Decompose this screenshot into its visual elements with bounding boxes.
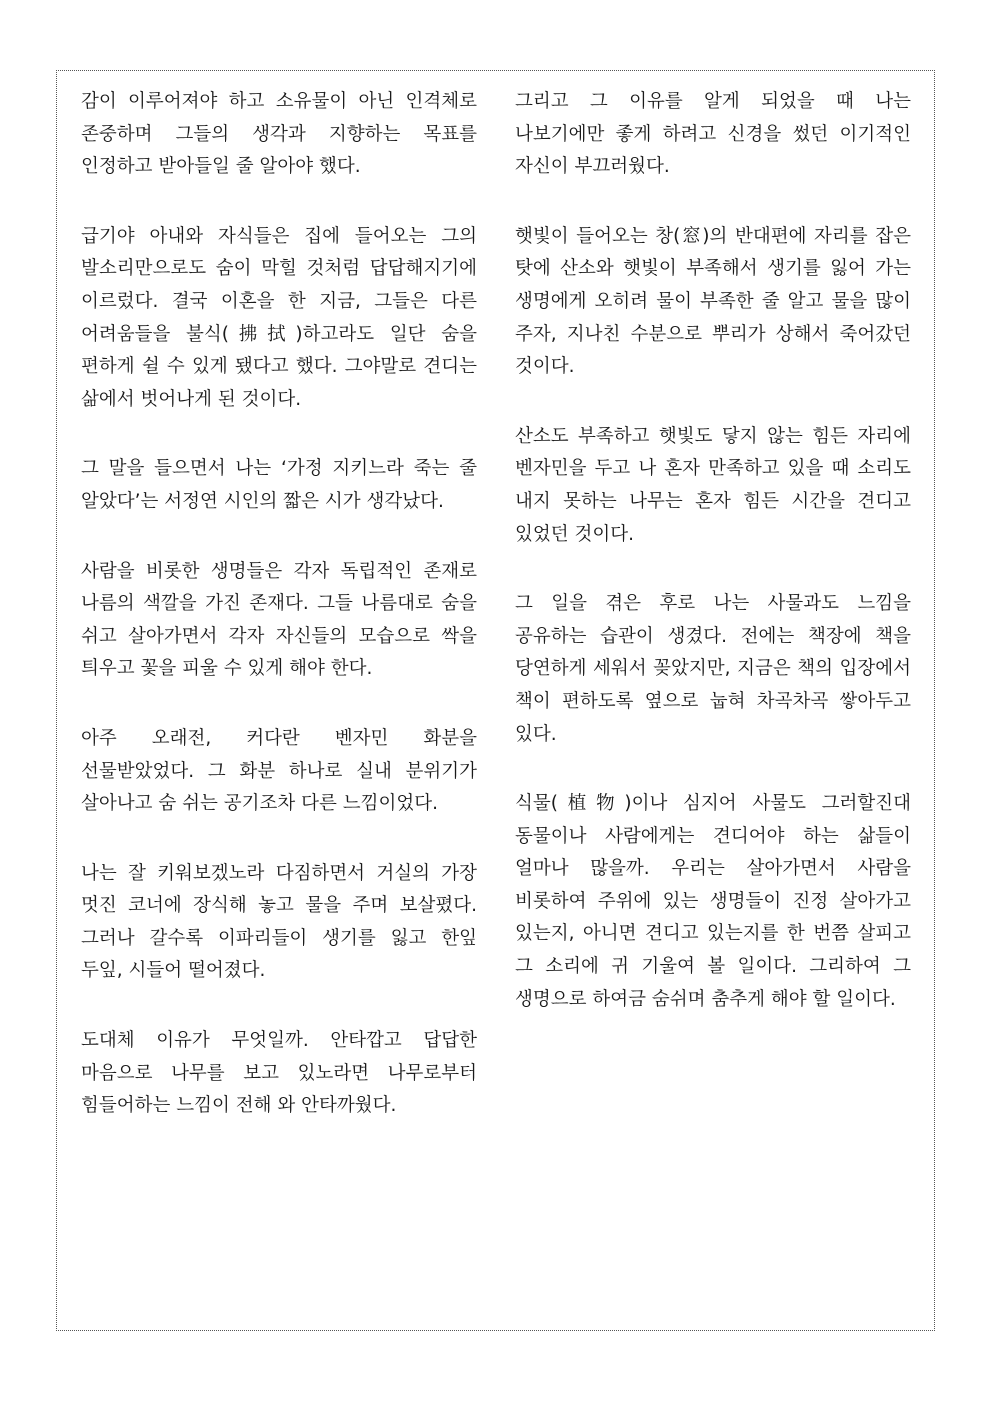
paragraph: 그 일을 겪은 후로 나는 사물과도 느낌을 공유하는 습관이 생겼다. 전에는 책장에 책을 당연하게 세워서 꽂았지만, 지금은 책의 입장에서 책이 편하도록 옆으로 눕혀 차곡차곡 쌓아두고 있다.: [515, 593, 911, 745]
paragraph: 아주 오래전, 커다란 벤자민 화분을 선물받았었다. 그 화분 하나로 실내 분위기가 살아나고 숨 쉬는 공기조차 다른 느낌이었다.: [81, 727, 477, 815]
paragraph: 그리고 그 이유를 알게 되었을 때 나는 나보기에만 좋게 하려고 신경을 썼던 이기적인 자신이 부끄러웠다.: [515, 91, 911, 178]
left-column: [81, 86, 477, 1123]
paragraph: 산소도 부족하고 햇빛도 닿지 않는 힘든 자리에 벤자민을 두고 나 혼자 만족하고 있을 때 소리도 내지 못하는 나무는 혼자 힘든 시간을 견디고 있었던 것이다.: [515, 425, 911, 545]
paragraph: 도대체 이유가 무엇일까. 안타깝고 답답한 마음으로 나무를 보고 있노라면 나무로부터 힘들어하는 느낌이 전해 와 안타까웠다.: [81, 1030, 477, 1117]
paragraph: 나는 잘 키워보겠노라 다짐하면서 거실의 가장 멋진 코너에 장식해 놓고 물을 주며 보살폈다. 그러나 갈수록 이파리들이 생기를 잃고 한잎 두잎, 시들어 떨어졌다.: [81, 862, 477, 982]
paragraph: 식물(植物)이나 심지어 사물도 그러할진대 동물이나 사람에게는 견디어야 하는 삶들이 얼마나 많을까. 우리는 살아가면서 사람을 비롯하여 주위에 있는 생명들이 진정 살아가고 있는지, 아니면 견디고 있는지를 한 번쯤 살피고 그 소리에 귀 기울여 볼 일이다. 그리하여 그 생명으로 하여금 숨쉬며 춤추게 해야 할 일이다.: [515, 793, 911, 1010]
paragraph: 감이 이루어져야 하고 소유물이 아닌 인격체로 존중하며 그들의 생각과 지향하는 목표를 인정하고 받아들일 줄 알아야 했다.: [81, 91, 477, 178]
paragraph: 사람을 비롯한 생명들은 각자 독립적인 존재로 나름의 색깔을 가진 존재다. 그들 나름대로 숨을 쉬고 살아가면서 각자 자신들의 모습으로 싹을 틔우고 꽃을 피울 수 있게 해야 한다.: [81, 560, 477, 680]
right-column: [515, 86, 911, 1016]
paragraph: 급기야 아내와 자식들은 집에 들어오는 그의 발소리만으로도 숨이 막힐 것처럼 답답해지기에 이르렀다. 결국 이혼을 한 지금, 그들은 다른 어려움들을 불식(拂拭)하고라도 일단 숨을 편하게 쉴 수 있게 됐다고 했다. 그야말로 견디는 삶에서 벗어나게 된 것이다.: [81, 225, 477, 410]
paragraph: 햇빛이 들어오는 창(窓)의 반대편에 자리를 잡은 탓에 산소와 햇빛이 부족해서 생기를 잃어 가는 생명에게 오히려 물이 부족한 줄 알고 물을 많이 주자, 지나친 수분으로 뿌리가 상해서 죽어갔던 것이다.: [515, 225, 911, 378]
paragraph: 그 말을 들으면서 나는 ‘가정 지키느라 죽는 줄 알았다’는 서정연 시인의 짧은 시가 생각났다.: [81, 458, 477, 512]
